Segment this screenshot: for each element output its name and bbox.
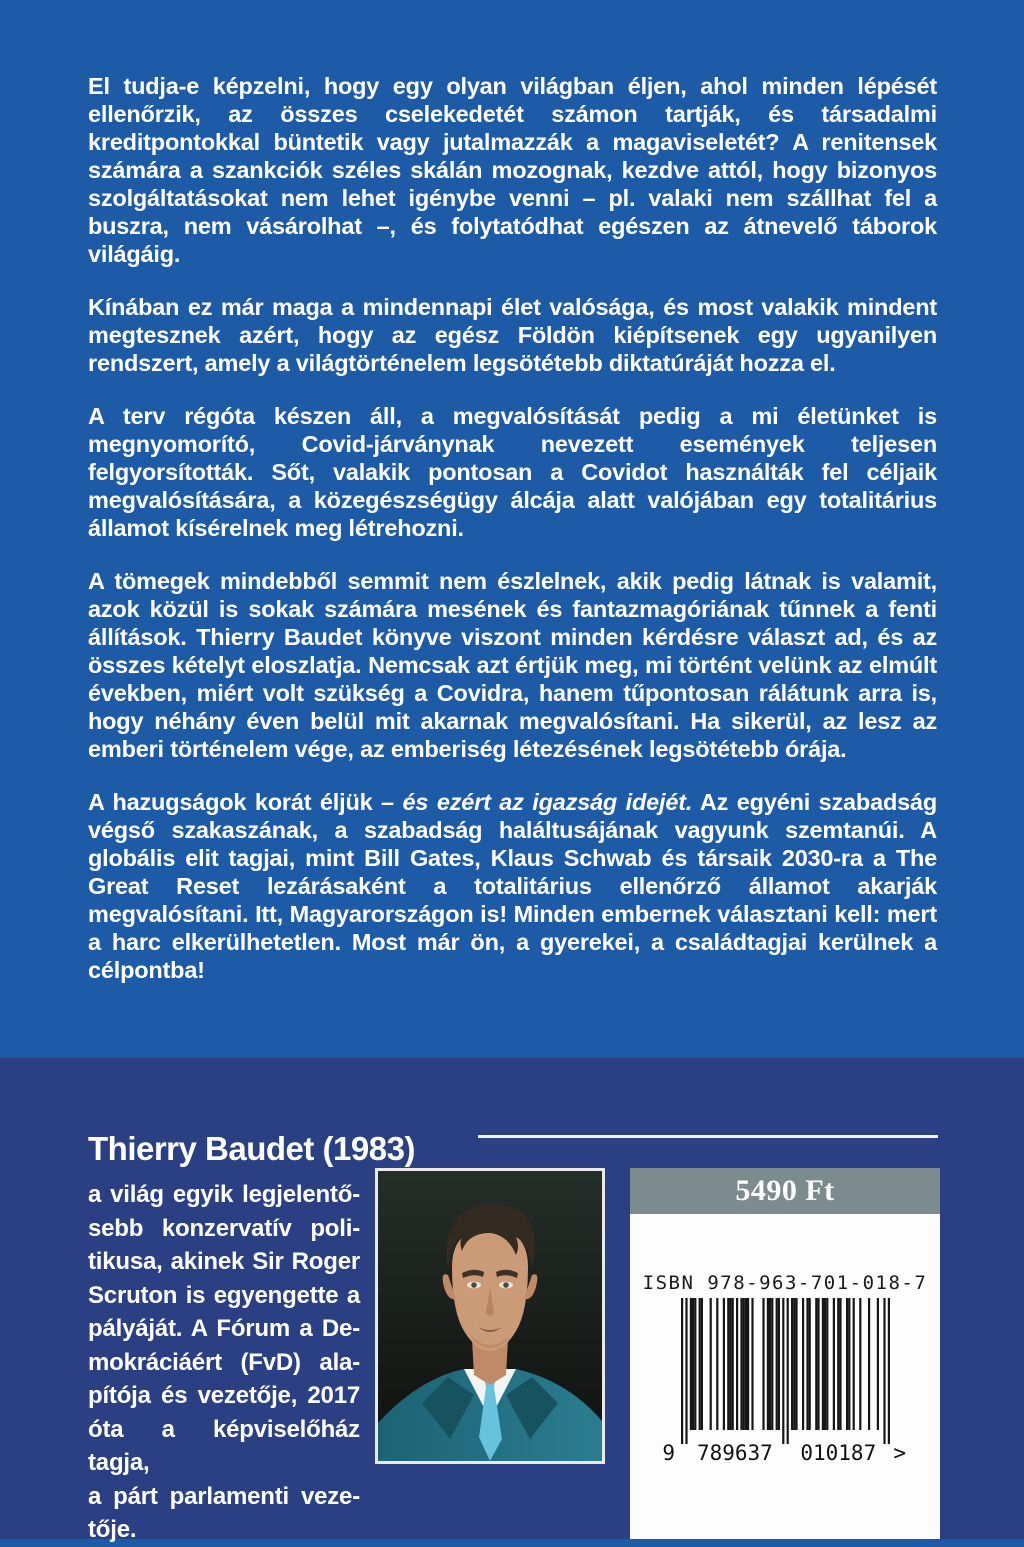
synopsis-paragraph: El tudja-e képzelni, hogy egy olyan világban éljen, ahol minden lépését ellenőrzik, az összes cselekedetét számon tartják, és társadalmi kreditpontokkal büntetik vagy jutalmazzák a magaviseletét? A renitensek számára a szankciók széles skálán mozognak, kezdve attól, hogy bizonyos szolgáltatásokat nem lehet igénybe venni – pl. valaki nem szállhat fel a buszra, nem vásárolhat –, és folytatódhat egészen az átnevelő táborok világáig. bbox=[88, 73, 937, 267]
synopsis-paragraph: A tömegek mindebből semmit nem észlelnek, akik pedig látnak is valamit, azok közül is sokak számára mesének és fantazmagóriának tűnnek a fenti állítások. Thierry Baudet könyve viszont minden kérdésre választ ad, és az összes kételyt eloszlatja. Nemcsak azt értjük meg, mi történt velünk az elmúlt években, miért volt szükség a Covidra, hanem tűpontosan rálátunk arra is, hogy néhány éven belül mit akarnak megvalósítani. Ha sikerül, az lesz az emberi történelem vége, az emberiség létezésének legsötétebb órája. bbox=[88, 568, 937, 762]
barcode-digits-right: 010187 bbox=[800, 1441, 877, 1465]
paragraph-segment: A hazugságok korát éljük – bbox=[88, 789, 403, 815]
bio-line: óta a képviselőház tagja, bbox=[88, 1415, 360, 1476]
barcode-digit-first: 9 bbox=[662, 1441, 675, 1465]
author-info-band bbox=[0, 1058, 1024, 1543]
paragraph-segment-italic: és ezért az igazság idejét. bbox=[402, 789, 693, 815]
synopsis-text-block bbox=[88, 72, 937, 1009]
price-label: 5490 Ft bbox=[735, 1174, 835, 1207]
paragraph-segment: Az egyéni szabadság végső szakaszának, a szabadság haláltusájának vagyunk szemtanúi. A globális elit tagjai, mint Bill Gates, Klaus Schwab és társaik 2030-ra a The Great Reset lezárásaként a totalitárius ellenőrző államot akarják megvalósítani. Itt, Magyarországon is! Minden embernek választani kell: mert a harc elkerülhetetlen. Most már ön, a gyerekei, a családtagjai kerülnek a célpontba! bbox=[88, 789, 938, 983]
bio-line: a párt parlamenti veze- bbox=[88, 1482, 360, 1510]
barcode-digits-left: 789637 bbox=[696, 1441, 773, 1465]
synopsis-paragraph: Kínában ez már maga a mindennapi élet valósága, és most valakik mindent megtesznek azért, hogy az egész Földön kiépítsenek egy ugyanilyen rendszert, amely a világtörténelem legsötétebb diktatúráját hozza el. bbox=[88, 294, 937, 376]
bio-line: sebb konzervatív poli- bbox=[88, 1214, 360, 1242]
bio-line: Scruton is egyengette a bbox=[88, 1281, 360, 1309]
barcode-area bbox=[630, 1214, 940, 1539]
bio-line: a világ egyik legjelentő- bbox=[88, 1181, 360, 1208]
bio-line: tője. bbox=[88, 1516, 137, 1543]
synopsis-paragraph: A terv régóta készen áll, a megvalósítását pedig a mi életünket is megnyomorító, Covid-járványnak nevezett események teljesen felgyorsították. Sőt, valakik pontosan a Covidot használták fel céljaik megvalósítására, a közegészségügy álcája alatt valójában egy totalitárius államot kísérelnek meg létrehozni. bbox=[88, 403, 937, 541]
synopsis-paragraph-emphasis bbox=[88, 788, 937, 984]
price-band bbox=[630, 1168, 940, 1214]
author-name-heading: Thierry Baudet (1983) bbox=[88, 1130, 415, 1168]
bio-line: mokráciáért (FvD) ala- bbox=[88, 1348, 360, 1376]
bio-line: tikusa, akinek Sir Roger bbox=[88, 1248, 360, 1275]
bio-line: pályáját. A Fórum a De- bbox=[88, 1315, 360, 1342]
author-portrait-illustration bbox=[378, 1171, 602, 1461]
barcode-trailing-mark: > bbox=[893, 1441, 906, 1465]
price-barcode-sticker bbox=[630, 1168, 940, 1539]
author-bio bbox=[88, 1178, 360, 1547]
bio-line: pítója és vezetője, 2017 bbox=[88, 1382, 360, 1409]
heading-divider-line bbox=[478, 1135, 938, 1138]
isbn-label: ISBN 978-963-701-018-7 bbox=[642, 1272, 928, 1294]
ean13-barcode bbox=[659, 1298, 911, 1470]
author-photo bbox=[375, 1168, 605, 1464]
